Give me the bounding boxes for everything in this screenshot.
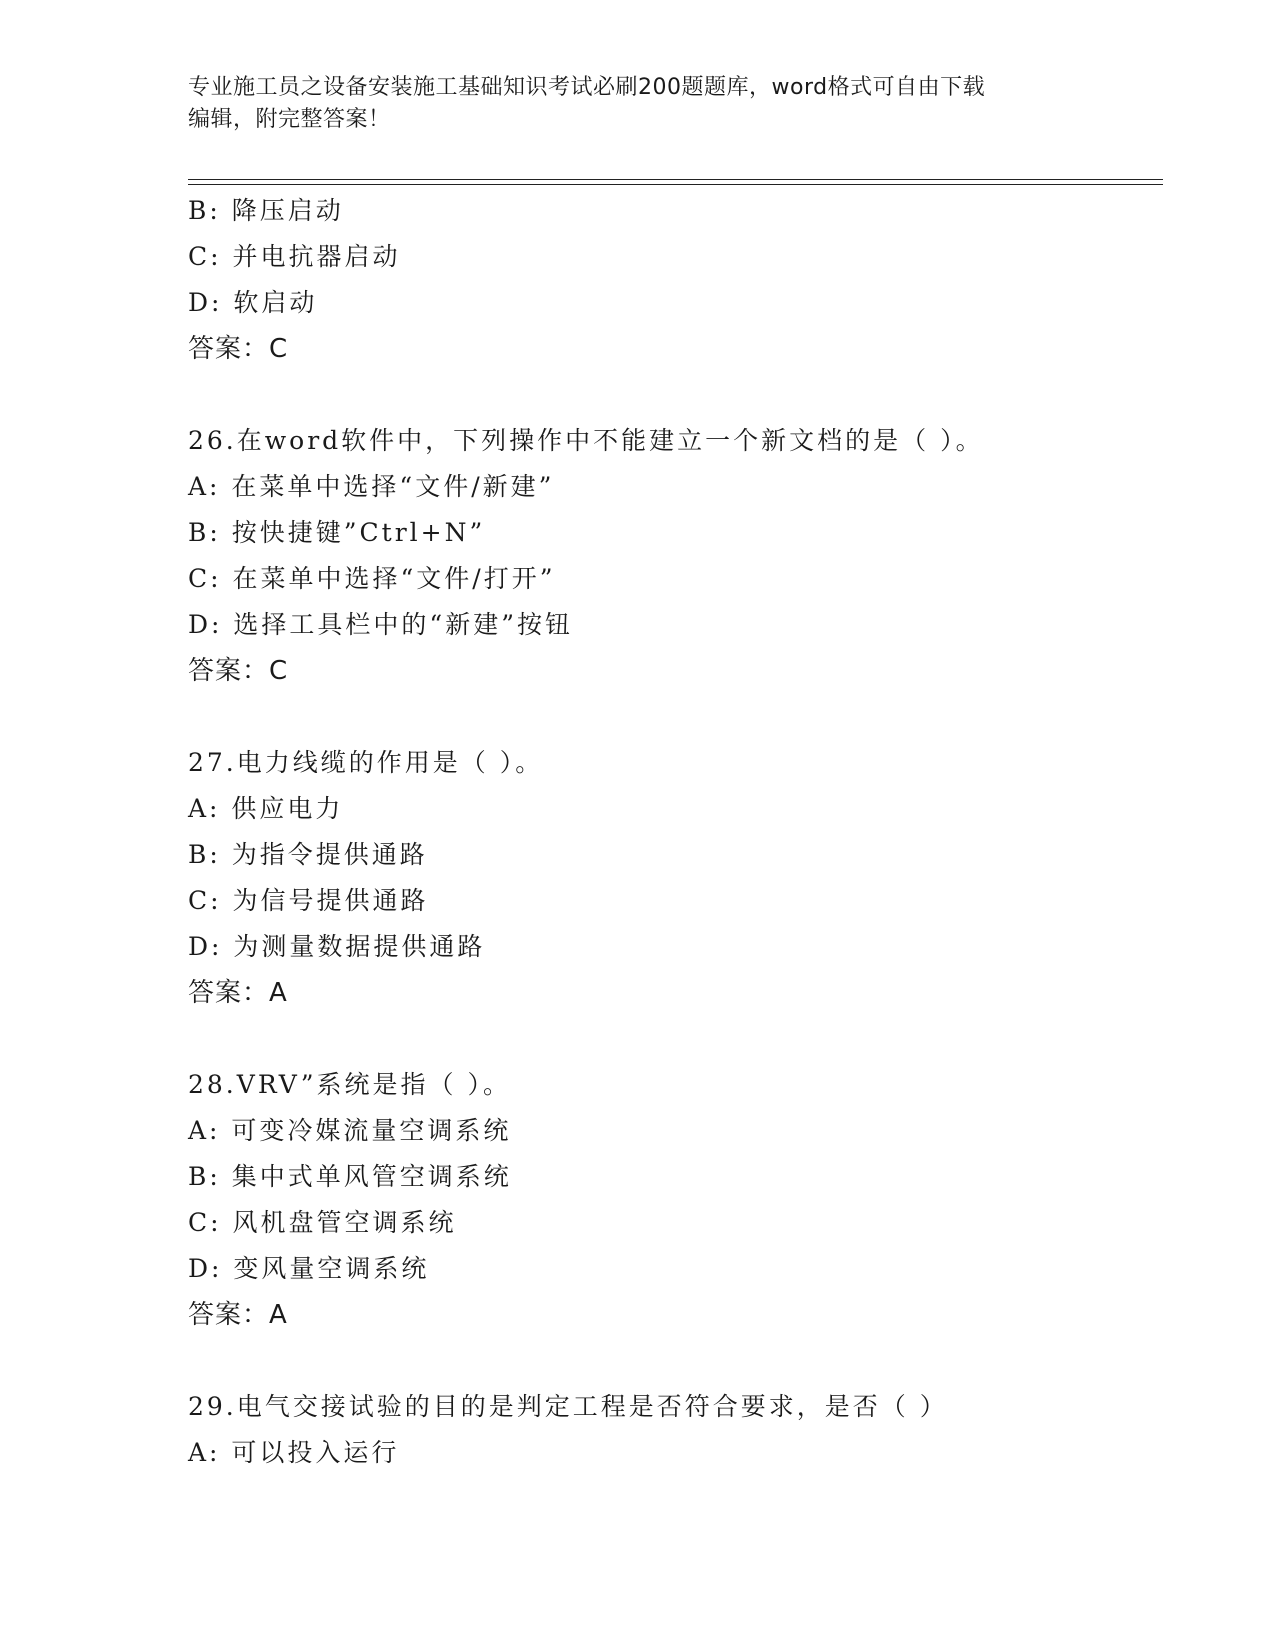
option-b: B: 按快捷键”Ctrl+N” — [188, 518, 486, 547]
question-27 — [188, 740, 1163, 1016]
question-stem: 26.在word软件中，下列操作中不能建立一个新文档的是（ ）。 — [188, 426, 984, 455]
question-28 — [188, 1062, 1163, 1338]
question-stem: 28.VRV”系统是指（ ）。 — [188, 1070, 511, 1099]
question-29 — [188, 1384, 1163, 1476]
header-line-1: 专业施工员之设备安装施工基础知识考试必刷200题题库，word格式可自由下载 — [188, 75, 986, 100]
document-header — [188, 72, 1088, 136]
spacer — [188, 1338, 1163, 1384]
option-b: B: 降压启动 — [188, 196, 344, 225]
question-stem: 27.电力线缆的作用是（ ）。 — [188, 748, 544, 777]
option-a: A: 可以投入运行 — [188, 1438, 400, 1467]
question-25-fragment — [188, 188, 1163, 372]
header-divider-bottom — [188, 184, 1163, 185]
option-d: D: 变风量空调系统 — [188, 1254, 430, 1283]
header-line-2: 编辑，附完整答案！ — [188, 107, 391, 132]
question-stem: 29.电气交接试验的目的是判定工程是否符合要求，是否（ ） — [188, 1392, 948, 1421]
answer-label: 答案：C — [188, 656, 289, 686]
option-c: C: 在菜单中选择“文件/打开” — [188, 564, 556, 593]
option-a: A: 供应电力 — [188, 794, 344, 823]
answer-label: 答案：A — [188, 1300, 288, 1330]
option-c: C: 并电抗器启动 — [188, 242, 401, 271]
option-c: C: 风机盘管空调系统 — [188, 1208, 457, 1237]
option-d: D: 选择工具栏中的“新建”按钮 — [188, 610, 573, 639]
option-d: D: 为测量数据提供通路 — [188, 932, 486, 961]
option-c: C: 为信号提供通路 — [188, 886, 429, 915]
option-b: B: 集中式单风管空调系统 — [188, 1162, 512, 1191]
question-list — [188, 188, 1163, 1476]
spacer — [188, 1016, 1163, 1062]
spacer — [188, 372, 1163, 418]
spacer — [188, 694, 1163, 740]
option-b: B: 为指令提供通路 — [188, 840, 428, 869]
answer-label: 答案：A — [188, 978, 288, 1008]
option-a: A: 可变冷媒流量空调系统 — [188, 1116, 512, 1145]
question-26 — [188, 418, 1163, 694]
header-divider-top — [188, 179, 1163, 180]
option-a: A: 在菜单中选择“文件/新建” — [188, 472, 555, 501]
option-d: D: 软启动 — [188, 288, 318, 317]
answer-label: 答案：C — [188, 334, 289, 364]
